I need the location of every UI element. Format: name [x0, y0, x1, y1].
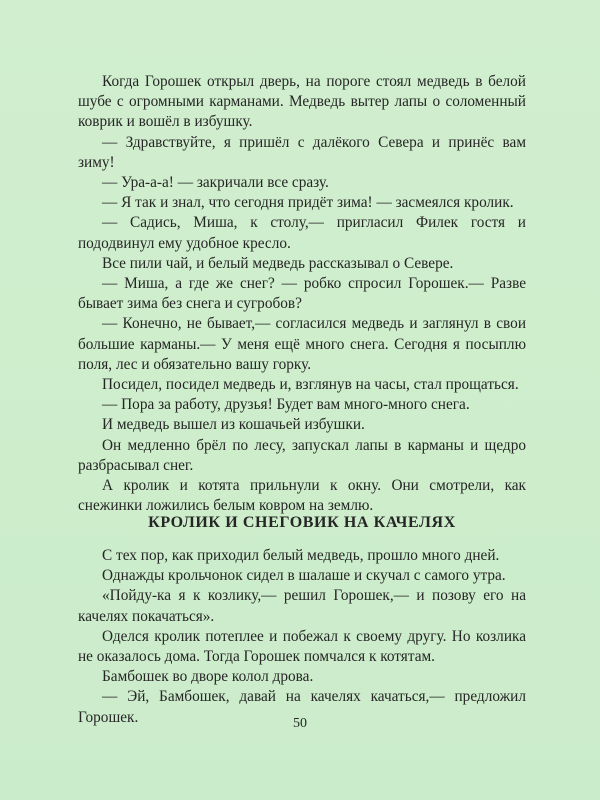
paragraph: — Здравствуйте, я пришёл с далёкого Севера и принёс вам зиму!	[78, 133, 526, 171]
paragraph: — Я так и знал, что сегодня придёт зима! — засмеялся кролик.	[102, 194, 514, 212]
paragraph: И медведь вышел из кошачьей избушки.	[102, 416, 365, 434]
paragraph: — Миша, а где же снег? — робко спросил Горошек.— Разве бывает зима без снега и сугробов?	[78, 275, 526, 313]
paragraph: С тех пор, как приходил белый медведь, прошло много дней.	[102, 547, 500, 564]
paragraph: — Ура-а-а! — закричали все сразу.	[102, 174, 329, 192]
paragraph: Однажды крольчонок сидел в шалаше и скучал с самого утра.	[102, 567, 506, 585]
paragraph: Посидел, посидел медведь и, взглянув на часы, стал прощаться.	[102, 376, 519, 394]
paragraph: — Садись, Миша, к столу,— пригласил Филек гостя и пододвинул ему удобное кресло.	[78, 214, 526, 252]
paragraph: Когда Горошек открыл дверь, на пороге стоял медведь в белой шубе с огромными карманами. Медведь вытер лапы о соломенный коврик и вошёл в избушку.	[78, 73, 526, 131]
paragraph: — Эй, Бамбошек, давай на качелях качаться,— предложил Горошек.	[78, 688, 526, 726]
paragraph: Он медленно брёл по лесу, запускал лапы в карманы и щедро разбрасывал снег.	[78, 436, 526, 474]
paragraph: Бамбошек во дворе колол дрова.	[102, 668, 314, 686]
paragraph: «Пойду-ка я к козлику,— решил Горошек,— и позову его на качелях покачаться».	[78, 587, 526, 625]
page-number: 50	[293, 716, 307, 731]
paragraph: Оделся кролик потеплее и побежал к своему другу. Но козлика не оказалось дома. Тогда Горошек помчался к котятам.	[78, 627, 526, 666]
paragraph: — Пора за работу, друзья! Будет вам много-много снега.	[102, 396, 470, 414]
section-title: КРОЛИК И СНЕГОВИК НА КАЧЕЛЯХ	[148, 514, 456, 531]
story-text-part-2	[78, 546, 526, 728]
paragraph: А кролик и котята прильнули к окну. Они смотрели, как снежинки ложились белым ковром на землю.	[78, 477, 526, 515]
paragraph: Все пили чай, и белый медведь рассказывал о Севере.	[102, 254, 454, 272]
paragraph: — Конечно, не бывает,— согласился медведь и заглянул в свои большие карманы.— У меня ещё много снега. Сегодня я посыплю поля, лес и обязательно вашу горку.	[78, 315, 526, 373]
story-text-part-1	[78, 72, 526, 516]
